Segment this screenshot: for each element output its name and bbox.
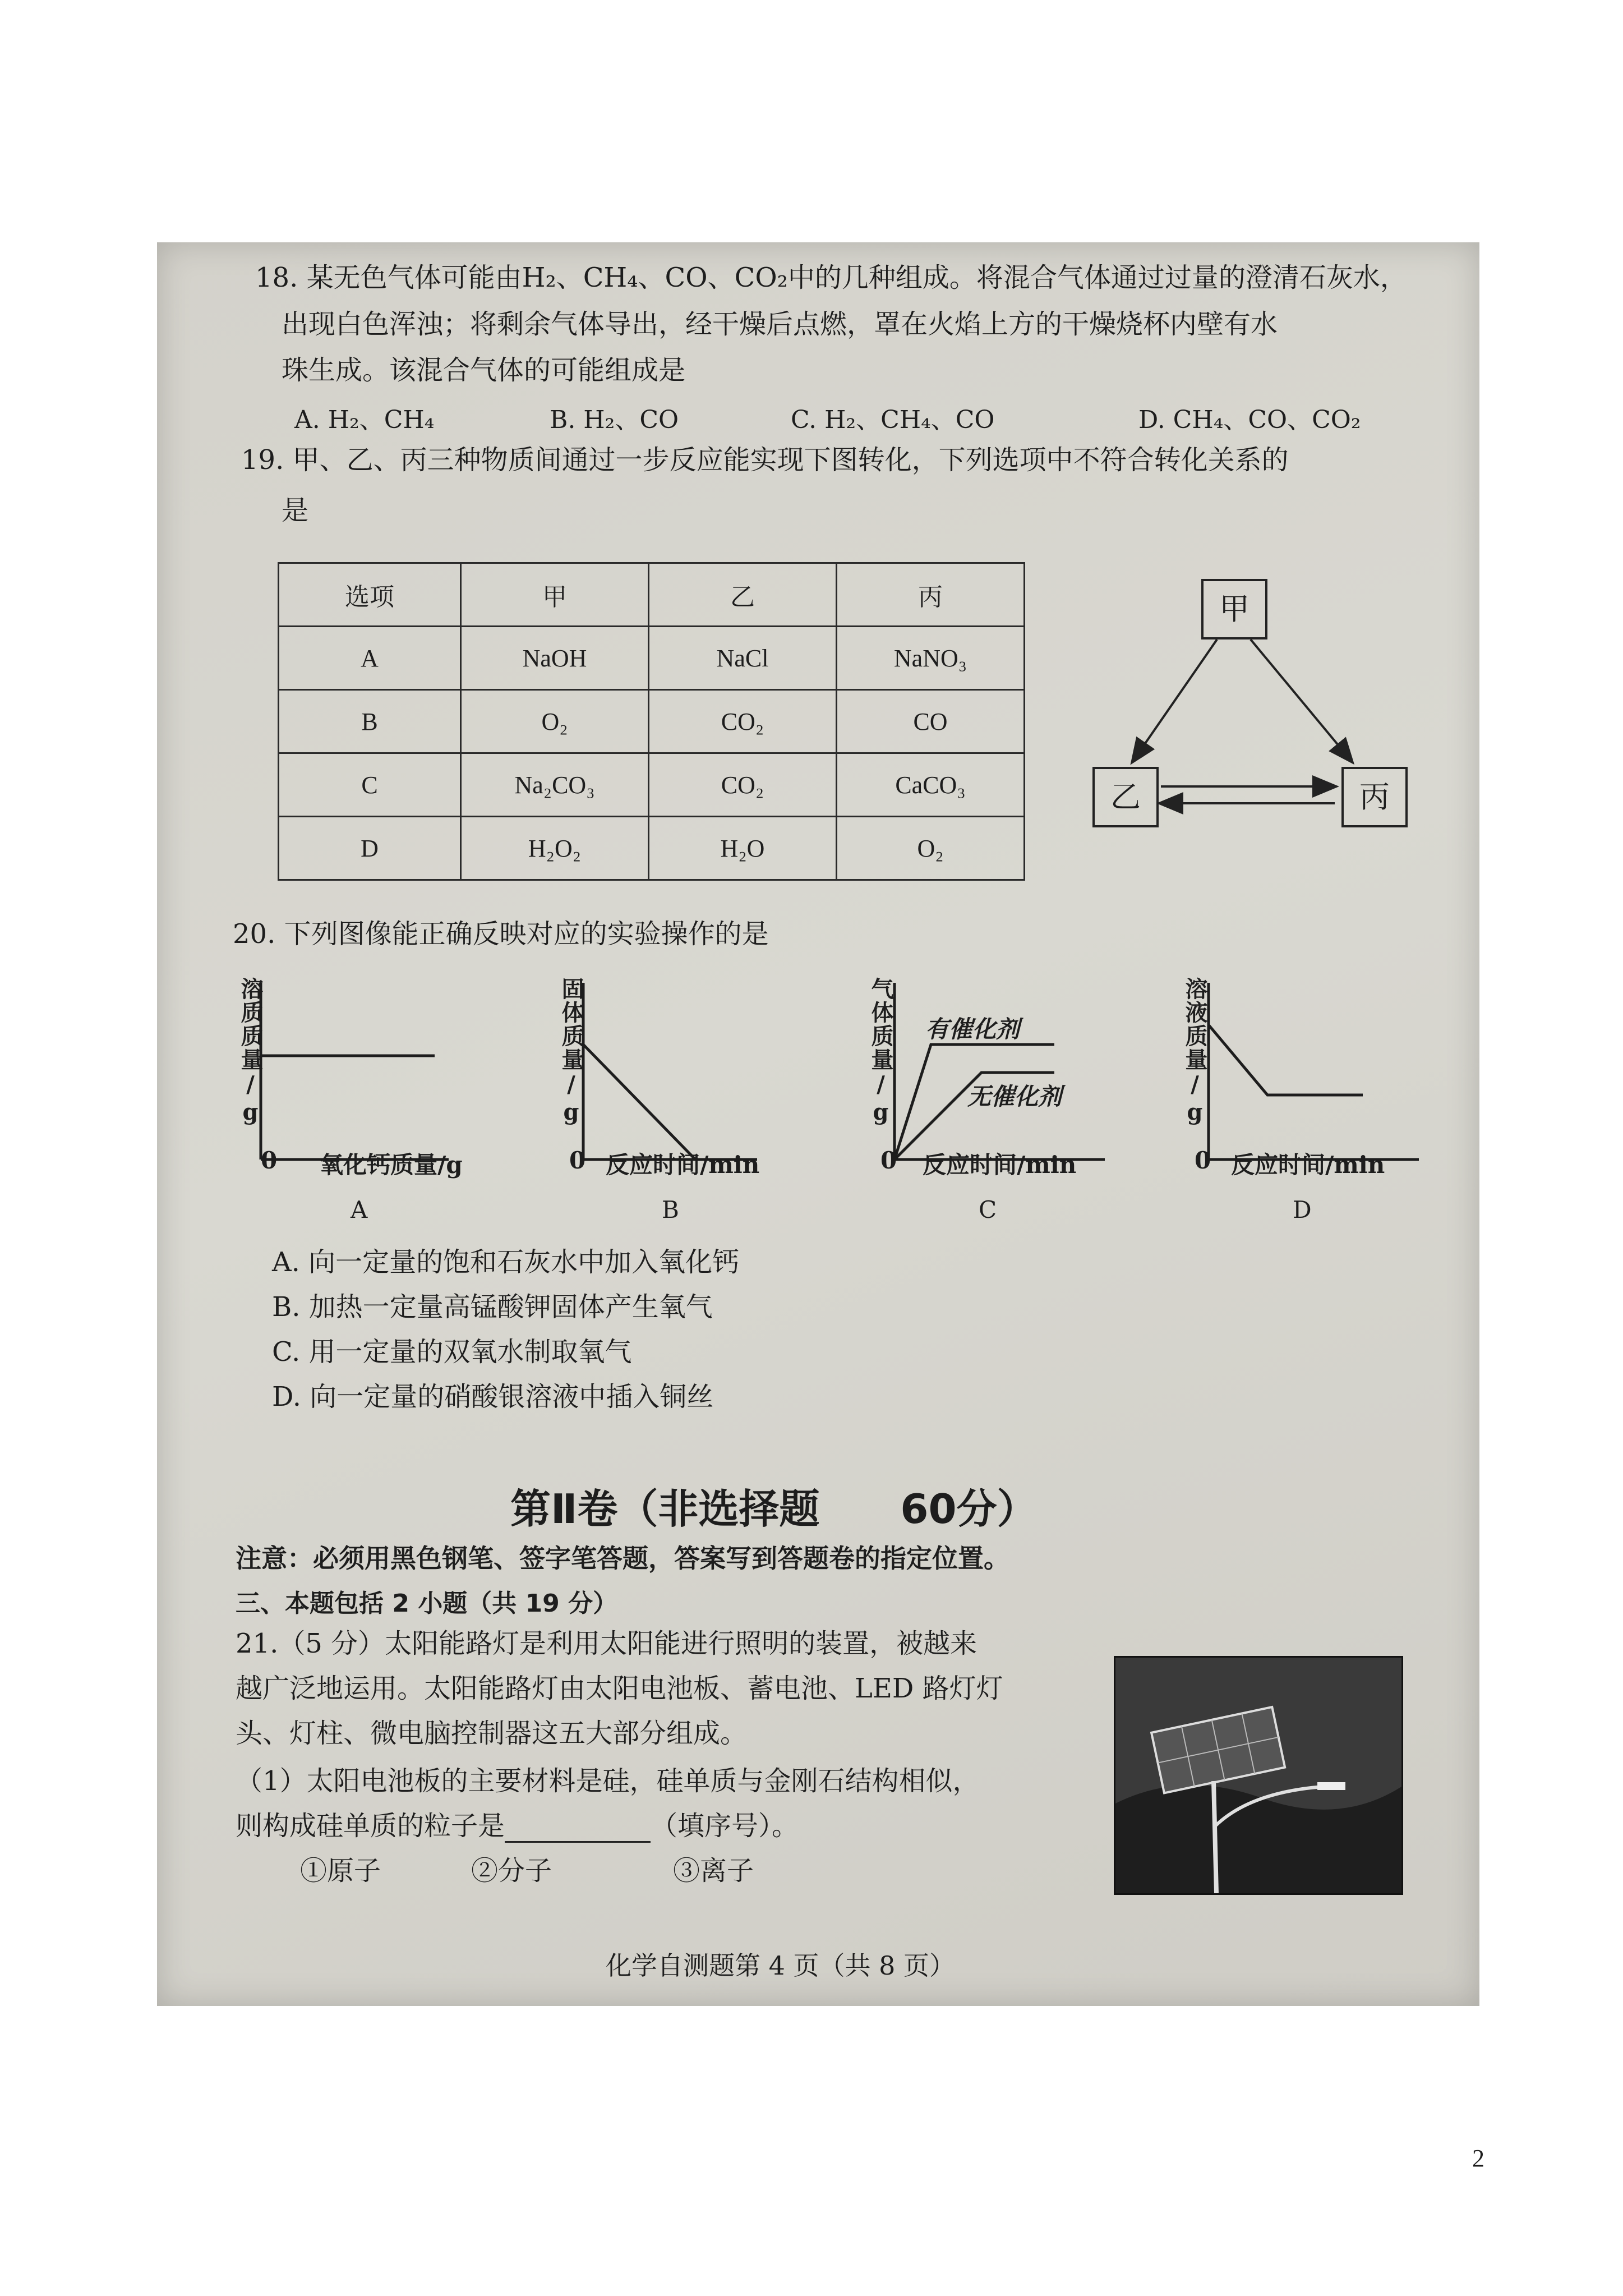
table-cell: CaCO₃ [837,753,1025,817]
graph-c-curve1-label: 有催化剂 [925,1015,1020,1043]
q18-option-a: A. H₂、CH₄ [294,406,435,434]
table-cell: CO₂ [649,690,837,753]
q19-line1: 19. 甲、乙、丙三种物质间通过一步反应能实现下图转化，下列选项中不符合转化关系的 [241,444,1289,476]
table-header-cell: 丙 [837,563,1025,627]
q21-line5 [236,1810,799,1843]
graph-b-ylabel: 固体质量/g [558,977,584,1126]
graph-c-xlabel: 反应时间/min [923,1151,1077,1179]
table-cell: B [279,690,461,753]
graph-d-label: D [1293,1196,1312,1223]
table-cell: H₂O₂ [461,817,649,880]
q21-line3: 头、灯柱、微电脑控制器这五大部分组成。 [236,1718,748,1749]
graph-d-ylabel: 溶液质量/g [1182,977,1208,1126]
diagram-box-left: 乙 [1092,767,1159,827]
q21-choice-1: ①原子 [300,1855,381,1887]
page-number: 2 [1472,2145,1484,2172]
q20-option-b: B. 加热一定量高锰酸钾固体产生氧气 [272,1291,713,1323]
table-header-cell: 甲 [461,563,649,627]
graph-b-label: B [662,1196,679,1223]
table-cell: NaOH [461,627,649,690]
table-cell: NaCl [649,627,837,690]
graph-c-ylabel: 气体质量/g [868,977,894,1126]
diagram-arrows [157,242,1479,915]
graph-c-origin: 0 [880,1147,897,1174]
table-cell: C [279,753,461,817]
q18-option-c: C. H₂、CH₄、CO [791,406,995,434]
answer-blank [505,1819,651,1843]
q21-line4: （1）太阳电池板的主要材料是硅，硅单质与金刚石结构相似， [236,1765,980,1797]
graph-c-curve2-label: 无催化剂 [967,1083,1062,1110]
part2-title: 第Ⅱ卷（非选择题 60分） [510,1485,1038,1533]
graph-c-label: C [979,1196,997,1223]
table-cell: O₂ [837,817,1025,880]
graph-a-origin: 0 [261,1147,278,1174]
diagram-box-right: 丙 [1341,767,1408,827]
table-cell: O₂ [461,690,649,753]
q21-line1: 21.（5 分）太阳能路灯是利用太阳能进行照明的装置，被越来 [236,1628,978,1659]
graph-a-ylabel: 溶质质量/g [237,977,264,1126]
q18-line1: 18. 某无色气体可能由H₂、CH₄、CO、CO₂中的几种组成。将混合气体通过过量的澄清石灰水， [255,262,1407,293]
page-footer: 化学自测题第 4 页（共 8 页） [606,1950,956,1981]
graph-b-origin: 0 [569,1147,586,1174]
solar-street-light-photo [1114,1656,1403,1895]
graph-b-xlabel: 反应时间/min [606,1151,760,1179]
diagram-box-top: 甲 [1201,579,1267,639]
table-cell: NaNO₃ [837,627,1025,690]
q20-line1: 20. 下列图像能正确反映对应的实验操作的是 [233,918,769,950]
q18-line3: 珠生成。该混合气体的可能组成是 [282,355,686,386]
solar-light-illustration [1115,1658,1401,1893]
q20-option-c: C. 用一定量的双氧水制取氧气 [272,1336,632,1368]
table-cell: D [279,817,461,880]
q21-line5-text: 则构成硅单质的粒子是 [236,1810,505,1842]
graph-a-xlabel: 氧化钙质量/g [320,1151,463,1179]
q20-option-a: A. 向一定量的饱和石灰水中加入氧化钙 [272,1246,740,1278]
graph-d-origin: 0 [1195,1147,1211,1174]
q21-line5-suffix: （填序号）。 [651,1810,799,1842]
q18-line2: 出现白色浑浊；将剩余气体导出，经干燥后点燃，罩在火焰上方的干燥烧杯内壁有水 [282,309,1278,340]
table-header-cell: 选项 [279,563,461,627]
q19-line2: 是 [282,495,309,526]
q21-line2: 越广泛地运用。太阳能路灯由太阳电池板、蓄电池、LED 路灯灯 [236,1673,1003,1704]
table-cell: CO₂ [649,753,837,817]
q21-choice-3: ③离子 [673,1855,754,1887]
table-cell: Na₂CO₃ [461,753,649,817]
table-header-cell: 乙 [649,563,837,627]
table-cell: CO [837,690,1025,753]
q18-option-b: B. H₂、CO [550,406,679,434]
graph-d-xlabel: 反应时间/min [1231,1151,1385,1179]
table-cell: H₂O [649,817,837,880]
part2-note: 注意：必须用黑色钢笔、签字笔答题，答案写到答题卷的指定位置。 [236,1543,1009,1573]
q20-option-d: D. 向一定量的硝酸银溶液中插入铜丝 [272,1381,714,1412]
scanned-page [157,242,1479,2006]
table-cell: A [279,627,461,690]
q21-choice-2: ②分子 [471,1855,552,1887]
part2-section: 三、本题包括 2 小题（共 19 分） [236,1589,618,1618]
q18-option-d: D. CH₄、CO、CO₂ [1138,406,1361,434]
graph-a-label: A [351,1196,368,1223]
